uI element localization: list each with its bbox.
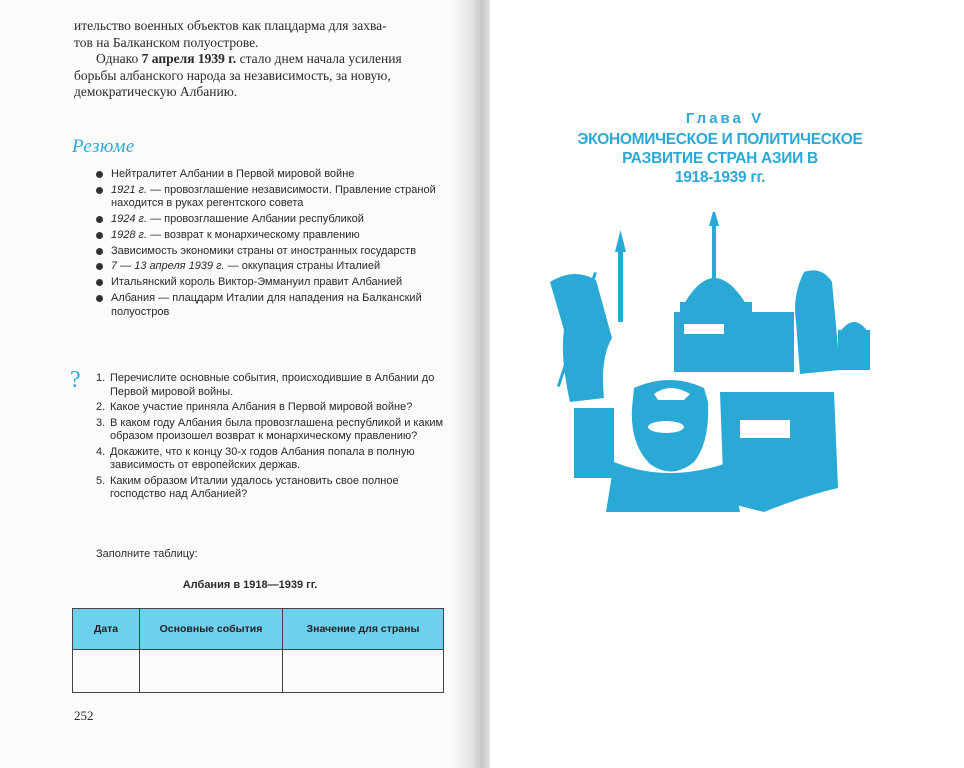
summary-table [72, 608, 444, 693]
chapter-title-line-3: 1918-1939 гг. [674, 169, 766, 186]
resume-list [96, 168, 446, 321]
chapter-title-line-2: РАЗВИТИЕ СТРАН АЗИИ В [622, 150, 818, 167]
question-text: В каком году Албания была провозглашена республикой и каким образом произошел возврат к монархическому правлению? [110, 416, 444, 442]
resume-item [96, 184, 446, 211]
question-number: 3. [96, 416, 106, 429]
resume-item-text: — возврат к монархическому правлению [147, 228, 360, 241]
intro-paragraph-2 [74, 51, 446, 101]
table-title: Албания в 1918—1939 гг. [182, 579, 318, 591]
resume-item [96, 168, 446, 182]
intro-line-1: ительство военных объектов как плацдарма для захва- [74, 18, 387, 33]
question-mark-icon: ? [70, 367, 81, 393]
intro-text [74, 18, 446, 101]
minaret-left [618, 252, 623, 322]
resume-item-text: — провозглашение Албании республикой [147, 213, 364, 226]
resume-item-date: 1928 г. [111, 228, 148, 241]
table-cell-significance[interactable] [283, 650, 444, 693]
resume-item-text: Албания — плацдарм Италии для нападения на Балканский полуостров [111, 292, 422, 318]
resume-item-text: Нейтралитет Албании в Первой мировой войне [111, 168, 355, 180]
chapter-illustration-collage [534, 212, 874, 532]
header-date: Дата [73, 609, 140, 650]
question-number: 4. [96, 445, 106, 458]
questions-list [96, 372, 446, 504]
page-number: 252 [74, 708, 94, 723]
intro-p2-date: 7 апреля 1939 г. [141, 51, 237, 66]
portrait-band [674, 312, 794, 372]
question-item [96, 475, 446, 502]
minaret-left-cap [615, 230, 626, 252]
question-number: 5. [96, 474, 106, 487]
question-number: 1. [96, 372, 106, 384]
resume-item-date: 1924 г. [111, 213, 148, 226]
header-events: Основные события [140, 609, 283, 650]
statue-figure [795, 270, 840, 374]
resume-item-text: Зависимость экономики страны от иностранных государств [111, 244, 417, 257]
resume-heading: Резюме [72, 136, 135, 157]
question-number: 2. [96, 401, 106, 413]
table-cell-events[interactable] [140, 650, 283, 693]
question-text: Каким образом Италии удалось установить свое полное господство над Албанией? [110, 474, 399, 500]
small-building [838, 330, 870, 370]
intro-line-2: тов на Балканском полуострове. [74, 34, 259, 50]
resume-item-date: 1921 г. [111, 183, 148, 196]
question-item [96, 446, 446, 473]
resume-item [96, 229, 446, 243]
lower-scene [720, 392, 838, 512]
question-item [96, 417, 446, 444]
portrait-highlight [648, 421, 684, 433]
chapter-label: Глава V [685, 110, 765, 127]
left-page [0, 0, 478, 768]
resume-item [96, 245, 446, 259]
mosque-dome [684, 278, 746, 304]
resume-item [96, 292, 446, 319]
intro-p2-end: стало днем начала усиления борьбы албанского народа за независимость, за новую, демократическую Албанию. [74, 51, 402, 99]
scene-highlight [740, 420, 790, 438]
intro-p2-start: Однако [96, 51, 142, 66]
resume-item [96, 213, 446, 227]
resume-item [96, 260, 446, 274]
band-highlight [684, 324, 724, 334]
resume-item-text: — провозглашение независимости. Правление страной находится в руках регентского совета [111, 183, 436, 210]
resume-item-text: Итальянский король Виктор-Эммануил правит Албанией [111, 276, 403, 289]
question-text: Какое участие приняла Албания в Первой мировой войне? [110, 401, 413, 413]
chapter-title [520, 130, 920, 187]
resume-item-text: — оккупация страны Италией [224, 260, 381, 273]
header-significance: Значение для страны [283, 609, 444, 650]
shadow-block [574, 408, 614, 478]
table-row [73, 650, 444, 693]
right-page [490, 0, 964, 768]
question-item [96, 372, 446, 399]
table-cell-date[interactable] [73, 650, 140, 693]
question-text: Докажите, что к концу 30-х годов Албания попала в полную зависимость от европейских держав. [110, 445, 415, 471]
resume-item-date: 7 — 13 апреля 1939 г. [111, 260, 225, 273]
table-header-row [73, 609, 444, 650]
fill-table-instruction: Заполните таблицу: [96, 548, 198, 560]
chapter-title-line-1: ЭКОНОМИЧЕСКОЕ И ПОЛИТИЧЕСКОЕ [577, 131, 863, 148]
question-item [96, 401, 446, 415]
minaret-center-cap [709, 212, 719, 226]
question-text: Перечислите основные события, происходившие в Албании до Первой мировой войны. [110, 372, 435, 398]
resume-item [96, 276, 446, 290]
